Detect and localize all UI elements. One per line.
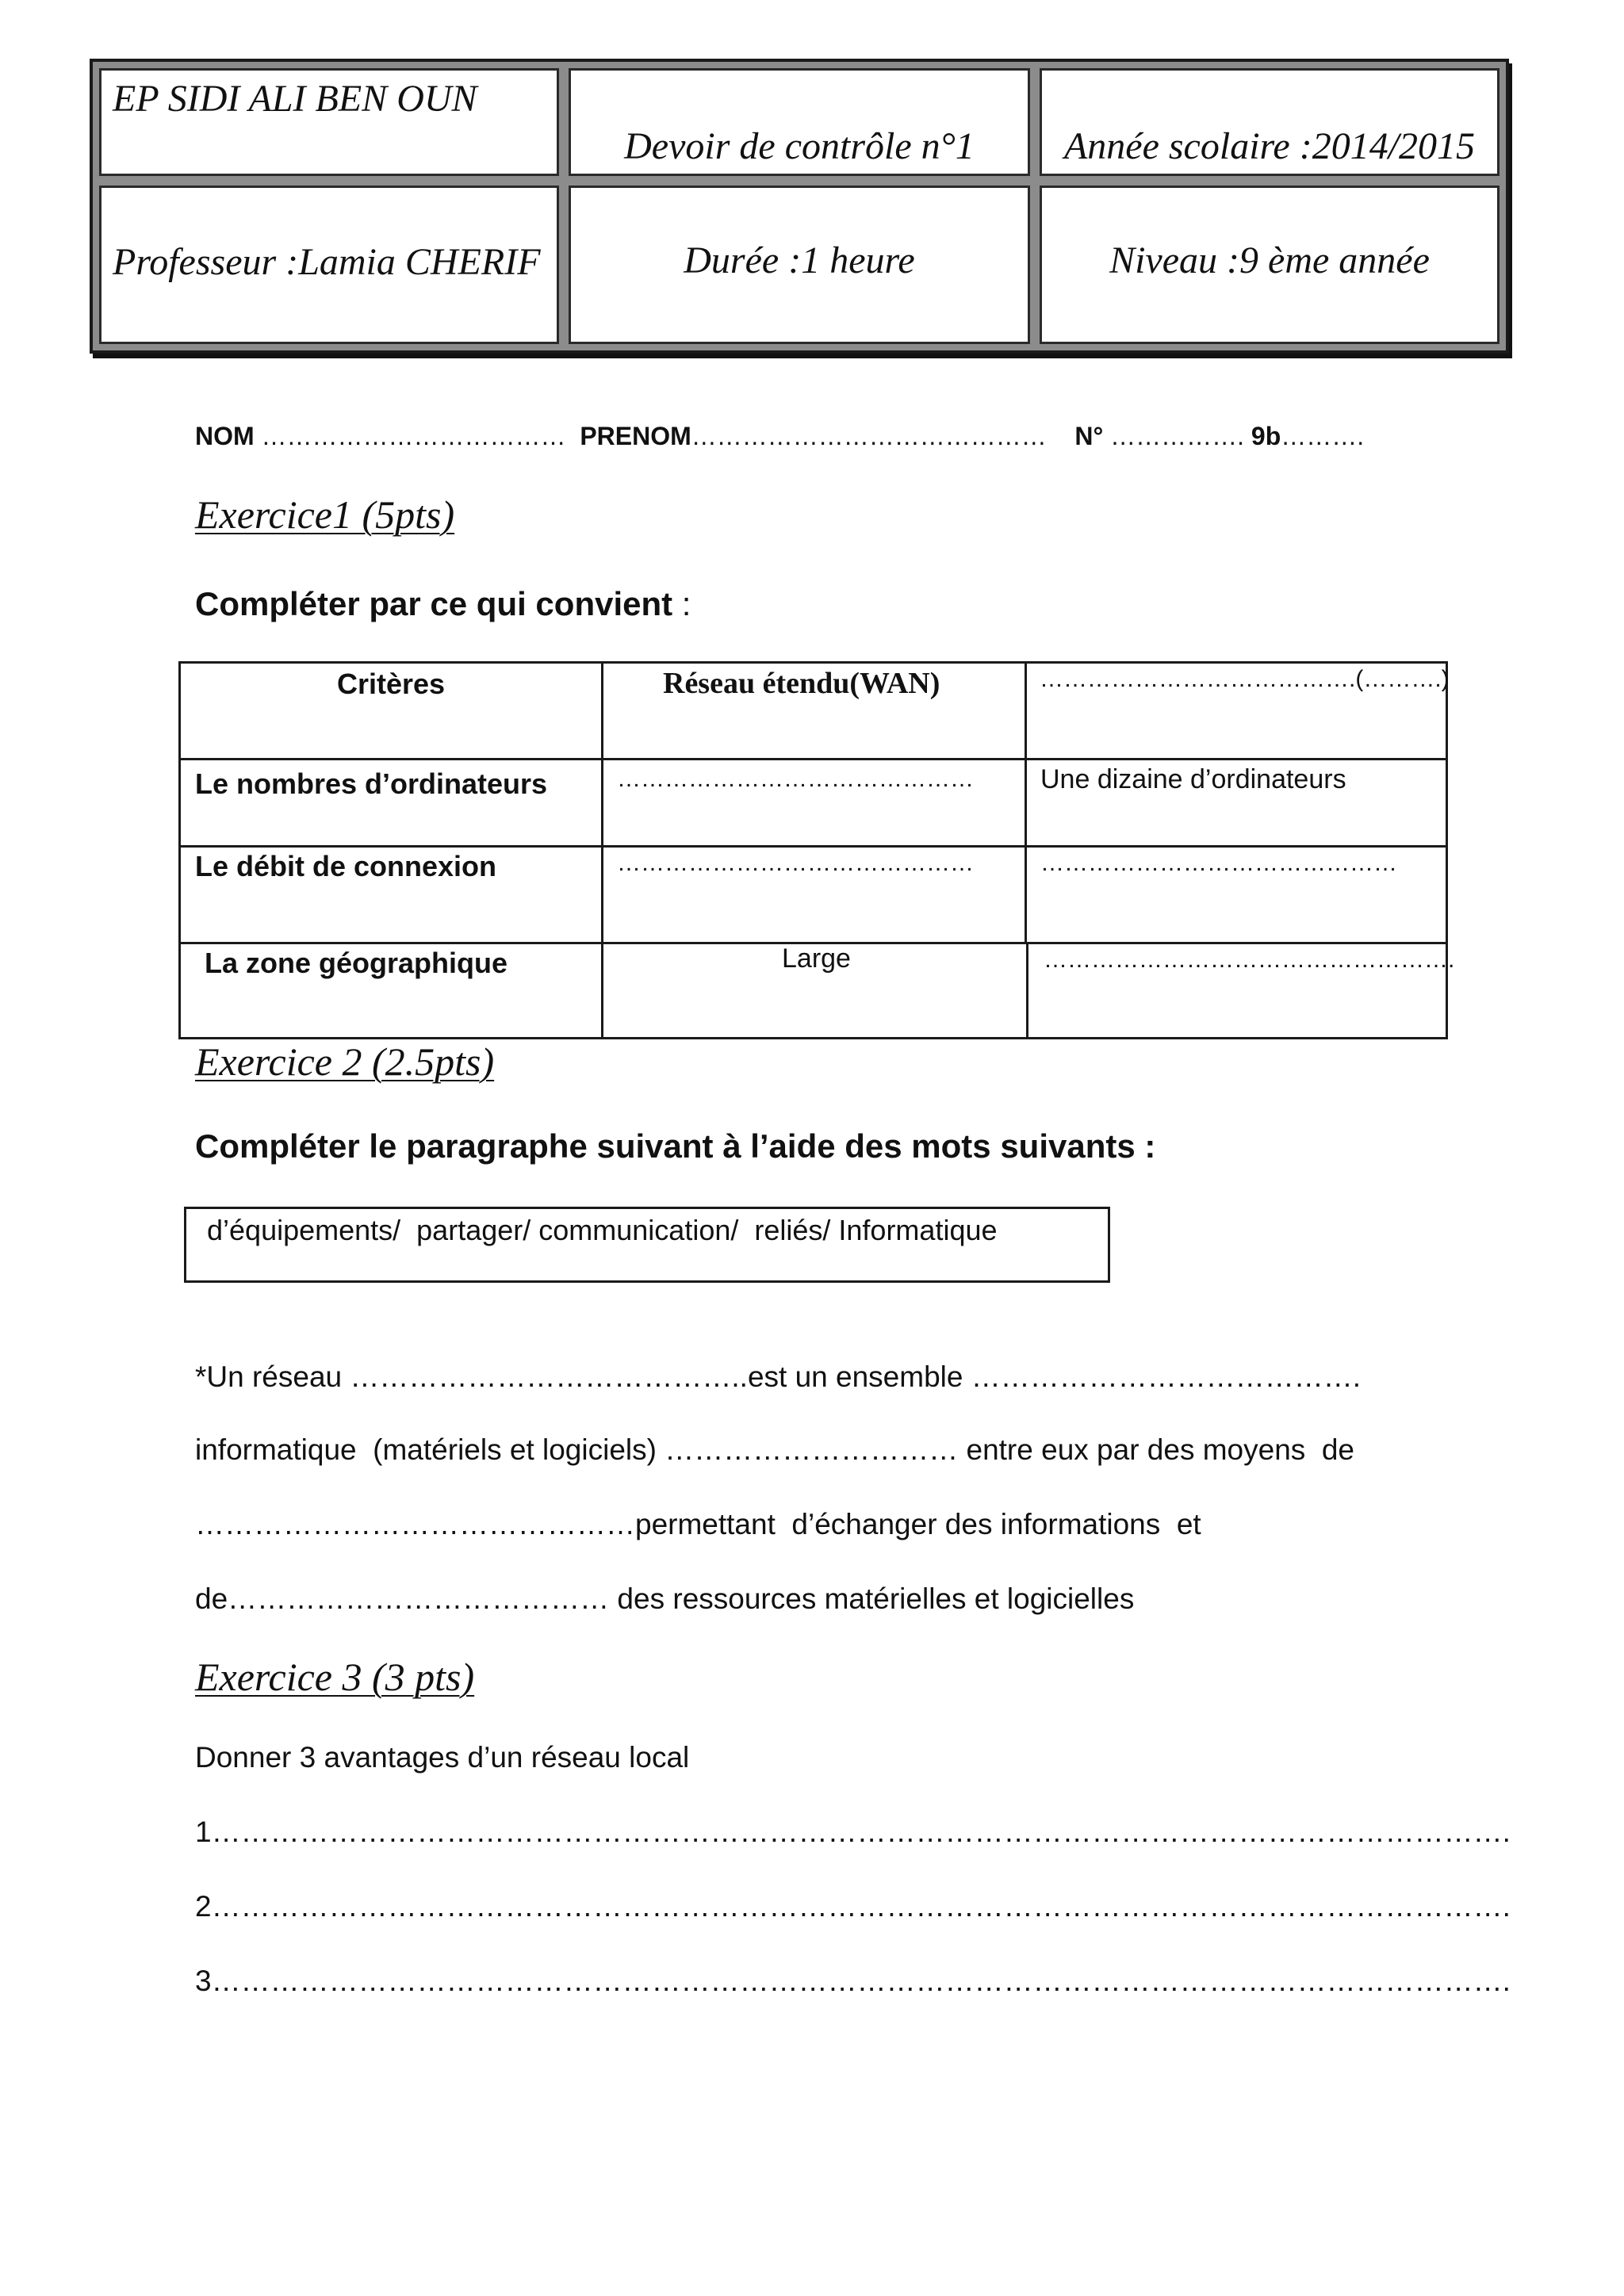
nom-label: NOM <box>195 422 255 450</box>
exercise2-instruction: Compléter le paragraphe suivant à l’aide des mots suivants : <box>195 1127 1156 1165</box>
paragraph-line-4[interactable]: de………………………………… des ressources matérielles et logicielles <box>195 1582 1135 1615</box>
table-row-speed-wan[interactable]: ……………………………………… <box>617 850 974 876</box>
exercise1-title: Exercice1 (5pts) <box>195 492 455 537</box>
teacher-name: Professeur :Lamia CHERIF <box>113 241 541 283</box>
table-row-computers-label: Le nombres d’ordinateurs <box>195 767 548 800</box>
number-label: N° <box>1074 422 1104 450</box>
exam-duration: Durée :1 heure <box>684 239 915 281</box>
exercise3-title: Exercice 3 (3 pts) <box>195 1655 475 1699</box>
number-field[interactable]: ……………. <box>1103 422 1251 450</box>
table-row-zone-other[interactable]: ……………………………………………. <box>1044 947 1455 973</box>
table-header-criteria: Critères <box>337 668 446 700</box>
table-row-zone-label: La zone géographique <box>205 947 508 979</box>
class-level: Niveau :9 ème année <box>1109 239 1430 281</box>
answer-line-3[interactable]: 3……………………………………………………………………………………………………………………. <box>195 1965 1511 1997</box>
table-row-speed-other[interactable]: ……………………………………… <box>1040 850 1397 876</box>
class-field[interactable]: ………. <box>1281 422 1365 450</box>
table-header-other-network[interactable]: ………………………………….(……….) <box>1040 666 1450 692</box>
exercise1-instruction-text: Compléter par ce qui convient <box>195 585 673 622</box>
class-label: 9b <box>1251 422 1281 450</box>
paragraph-line-3[interactable]: ………………………………………permettant d’échanger des informations et <box>195 1508 1201 1540</box>
table-row-computers-wan[interactable]: ……………………………………… <box>617 766 974 792</box>
answer-line-2[interactable]: 2……………………………………………………………………………………………………………………. <box>195 1890 1511 1923</box>
table-header-wan: Réseau étendu(WAN) <box>663 667 940 700</box>
school-year: Année scolaire :2014/2015 <box>1063 125 1476 167</box>
paragraph-line-2[interactable]: informatique (matériels et logiciels) ………………………… entre eux par des moyens de <box>195 1433 1355 1466</box>
exercise2-title: Exercice 2 (2.5pts) <box>195 1039 495 1084</box>
paragraph-line-1[interactable]: *Un réseau …………………………………..est un ensemble …………………………………. <box>195 1360 1369 1393</box>
school-name: EP SIDI ALI BEN OUN <box>113 78 477 120</box>
nom-field[interactable]: ……………………………… <box>254 422 573 450</box>
table-row-computers-other: Une dizaine d’ordinateurs <box>1040 764 1346 794</box>
exercise1-table <box>0 0 1624 1047</box>
exam-title: Devoir de contrôle n°1 <box>624 125 975 167</box>
prenom-label: PRENOM <box>580 422 691 450</box>
exercise3-instruction: Donner 3 avantages d’un réseau local <box>195 1741 690 1774</box>
word-bank-box: d’équipements/ partager/ communication/ reliés/ Informatique <box>184 1207 1110 1283</box>
table-row-speed-label: Le débit de connexion <box>195 850 497 882</box>
answer-line-1[interactable]: 1……………………………………………………………………………………………………………………. <box>195 1816 1511 1848</box>
prenom-field[interactable]: …………………………………… <box>691 422 1054 450</box>
table-row-zone-wan: Large <box>782 943 851 974</box>
exercise1-instruction-colon: : <box>672 585 691 622</box>
